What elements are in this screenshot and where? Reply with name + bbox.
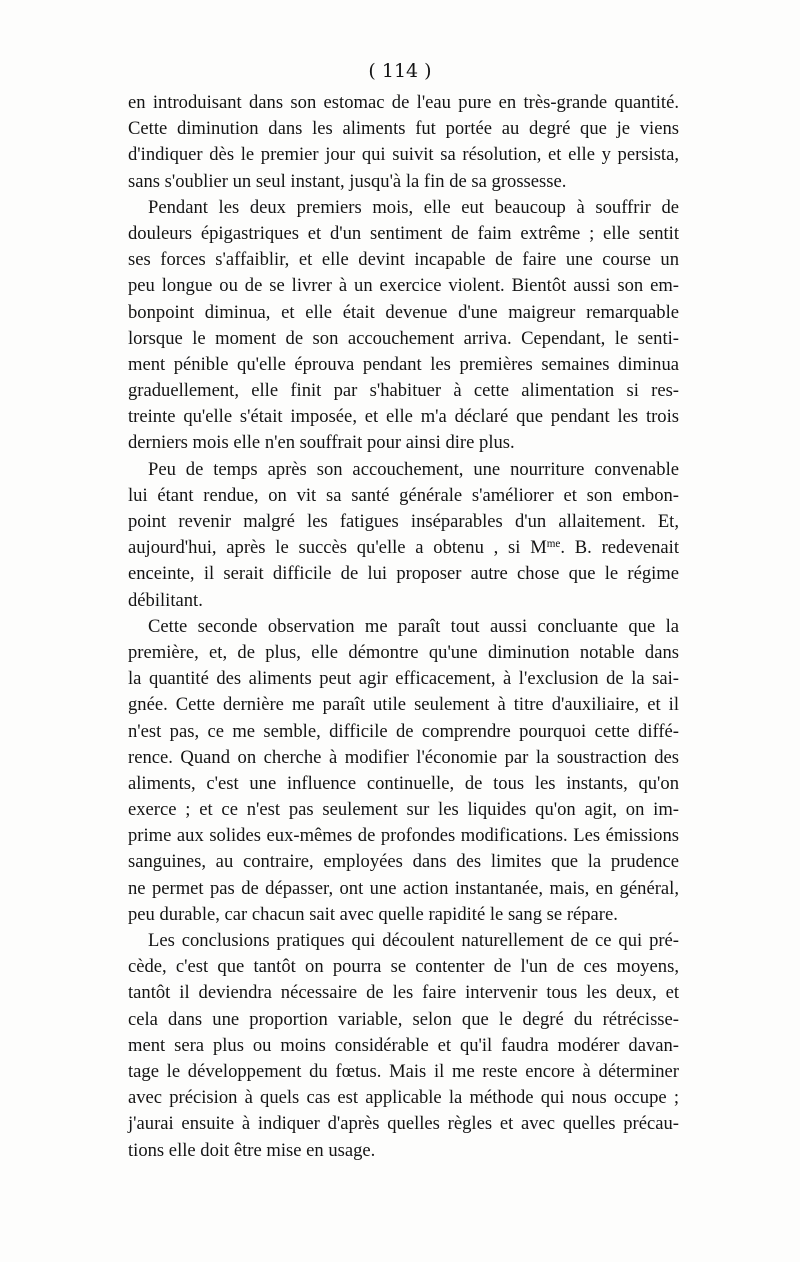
- paragraph-5: [128, 928, 679, 1164]
- paragraph-2: [128, 195, 679, 457]
- text-line: la quantité des aliments peut agir efficacement, à l'exclusion de la sai-: [128, 668, 679, 690]
- text-line: Cette diminution dans les aliments fut portée au degré que je viens: [128, 118, 679, 140]
- text-line: treinte qu'elle s'était imposée, et elle m'a déclaré que pendant les trois: [128, 406, 679, 428]
- text-line: bonpoint diminua, et elle était devenue d'une maigreur remarquable: [128, 301, 679, 323]
- text-line: point revenir malgré les fatigues inséparables d'un allaitement. Et,: [128, 511, 679, 532]
- text-line: cela dans une proportion variable, selon que le degré du rétrécisse-: [128, 1008, 679, 1030]
- text-line: prime aux solides eux-mêmes de profondes modifications. Les émissions: [128, 825, 679, 847]
- text-line: tantôt il deviendra nécessaire de les faire intervenir tous les deux, et: [128, 982, 679, 1004]
- paragraph-1: [128, 90, 679, 195]
- text-line: douleurs épigastriques et d'un sentiment de faim extrême ; elle sentit: [128, 222, 679, 244]
- paragraph-3: [128, 457, 679, 614]
- text-line: gnée. Cette dernière me paraît utile seulement à titre d'auxiliaire, et il: [128, 694, 679, 716]
- text-line: première, et, de plus, elle démontre qu'une diminution notable dans: [128, 641, 679, 663]
- text-line: ment pénible qu'elle éprouva pendant les premières semaines diminua: [128, 353, 679, 375]
- text-line: peu longue ou de se livrer à un exercice violent. Bientôt aussi son em-: [128, 275, 679, 297]
- text-line: ses forces s'affaiblir, et elle devint incapable de faire une course un: [128, 249, 679, 271]
- text-line-with-superscript: [128, 535, 679, 561]
- text-line: exerce ; et ce n'est pas seulement sur les liquides qu'on agit, on im-: [128, 799, 679, 821]
- text-line: ne permet pas de dépasser, ont une action instantanée, mais, en général,: [128, 877, 679, 899]
- text-line: sans s'oublier un seul instant, jusqu'à la fin de sa grossesse.: [128, 170, 567, 192]
- text-line: débilitant.: [128, 589, 203, 611]
- text-line: d'indiquer dès le premier jour qui suivit sa résolution, et elle y persista,: [128, 144, 679, 166]
- text-line: tage le développement du fœtus. Mais il me reste encore à déterminer: [128, 1060, 679, 1082]
- text-line: j'aurai ensuite à indiquer d'après quelles règles et avec quelles précau-: [128, 1113, 679, 1135]
- text-line: lui étant rendue, on vit sa santé générale s'améliorer et son embon-: [128, 484, 679, 506]
- text-line: n'est pas, ce me semble, difficile de comprendre pourquoi cette diffé-: [128, 720, 679, 742]
- text-line: sanguines, au contraire, employées dans des limites que la prudence: [128, 851, 679, 873]
- text-line: en introduisant dans son estomac de l'eau pure en très-grande quantité.: [128, 92, 679, 113]
- text-line: Pendant les deux premiers mois, elle eut beaucoup à souffrir de: [148, 196, 679, 218]
- text-line: enceinte, il serait difficile de lui proposer autre chose que le régime: [128, 563, 679, 585]
- text-line: rence. Quand on cherche à modifier l'économie par la soustraction des: [128, 746, 679, 768]
- text-line: aliments, c'est une influence continuelle, de tous les instants, qu'on: [128, 772, 679, 794]
- page-number: ( 114 ): [368, 60, 432, 82]
- paragraph-4: [128, 614, 679, 928]
- superscript-abbreviation: me: [546, 538, 561, 551]
- text-line: Peu de temps après son accouchement, une nourriture convenable: [148, 458, 679, 480]
- text-line: ment sera plus ou moins considérable et qu'il faudra modérer davan-: [128, 1034, 679, 1056]
- text-line: lorsque le moment de son accouchement arriva. Cependant, le senti-: [128, 327, 679, 349]
- text-line: avec précision à quels cas est applicable la méthode qui nous occupe ;: [128, 1087, 679, 1109]
- text-segment: aujourd'hui, après le succès qu'elle a obtenu , si M: [128, 537, 547, 559]
- text-line: Les conclusions pratiques qui découlent naturellement de ce qui pré-: [148, 930, 679, 951]
- text-line: Cette seconde observation me paraît tout aussi concluante que la: [148, 615, 679, 637]
- text-line: cède, c'est que tantôt on pourra se contenter de l'un de ces moyens,: [128, 956, 679, 978]
- text-line: graduellement, elle finit par s'habituer à cette alimentation si res-: [128, 380, 679, 402]
- body-text: [128, 90, 679, 1164]
- text-line: tions elle doit être mise en usage.: [128, 1139, 376, 1161]
- text-segment: . B. redevenait: [560, 537, 680, 559]
- text-line: peu durable, car chacun sait avec quelle rapidité le sang se répare.: [128, 903, 618, 925]
- text-line: derniers mois elle n'en souffrait pour ainsi dire plus.: [128, 432, 515, 454]
